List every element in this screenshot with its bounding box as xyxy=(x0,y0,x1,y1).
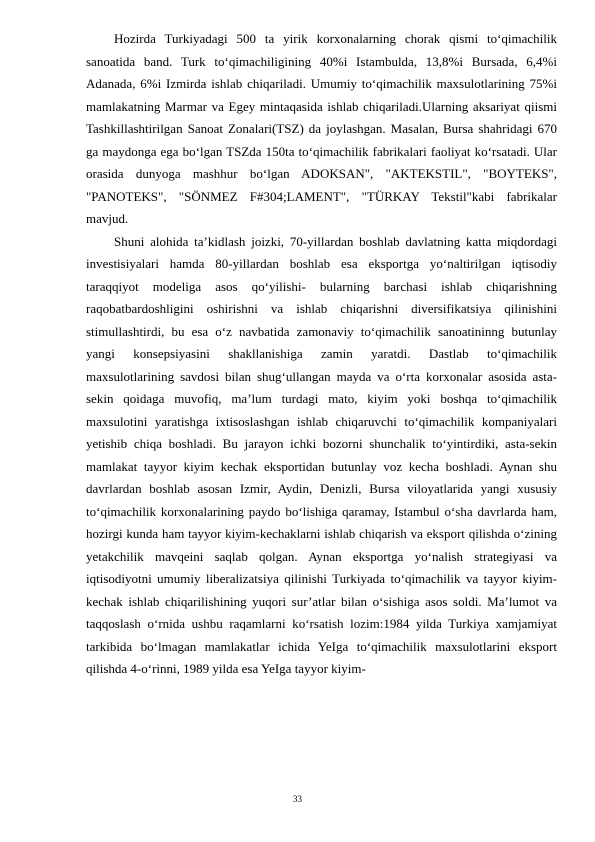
page-number: 33 xyxy=(293,794,302,804)
body-text xyxy=(86,28,557,681)
paragraph-2: Shuni alohida ta’kidlash joizki, 70-yillardan boshlab davlatning katta miqdordagi investisiyalari hamda 80-yillardan boshlab esa eksportga yo‘naltirilgan iqtisodiy taraqqiyot modeliga asos qo‘yilishi- bularning barchasi ishlab chiqarishning raqobatbardoshligini oshirishni va ishlab chiqarishni diversifikatsiya qilinishini stimullashtirdi, bu esa o‘z navbatida zamonaviy to‘qimachilik sanoatininng butunlay yangi konsepsiyasini shakllanishiga zamin yaratdi. Dastlab to‘qimachilik maxsulotlarining savdosi bilan shug‘ullangan mayda va o‘rta korxonalar asosida asta-sekin qoidaga muvofiq, ma’lum turdagi mato, kiyim yoki boshqa to‘qimachilik maxsulotini yaratishga ixtisoslashgan ishlab chiqaruvchi to‘qimachilik kompaniyalari yetishib chiqa boshladi. Bu jarayon ichki bozorni shunchalik to‘yintirdiki, asta-sekin mamlakat tayyor kiyim kechak eksportidan butunlay voz kecha boshladi. Aynan shu davrlardan boshlab asosan Izmir, Aydin, Denizli, Bursa viloyatlarida yangi xususiy to‘qimachilik korxonalarining paydo bo‘lishiga qaramay, Istambul o‘sha davrlarda ham, hozirgi kunda ham tayyor kiyim-kechaklarni ishlab chiqarish va eksport qilishda o‘zining yetakchilik mavqeini saqlab qolgan. Aynan eksportga yo‘nalish strategiyasi va iqtisodiyotni umumiy liberalizatsiya qilinishi Turkiyada to‘qimachilik va tayyor kiyim-kechak ishlab chiqarilishining yuqori sur’atlar bilan o‘sishiga asos soldi. Ma’lumot va taqqoslash o‘rnida ushbu raqamlarni ko‘rsatish lozim:1984 yilda Turkiya xamjamiyat tarkibida bo‘lmagan mamlakatlar ichida YeIga to‘qimachilik maxsulotlarini eksport qilishda 4-o‘rinni, 1989 yilda esa YeIga tayyor kiyim- xyxy=(86,233,557,676)
paragraph-1: Hozirda Turkiyadagi 500 ta yirik korxonalarning chorak qismi to‘qimachilik sanoatida band. Turk to‘qimachiligining 40%i Istambulda, 13,8%i Bursada, 6,4%i Adanada, 6%i Izmirda ishlab chiqariladi. Umumiy to‘qimachilik maxsulotlarining 75%i mamlakatning Marmar va Egey mintaqasida ishlab chiqariladi.Ularning aksariyat qiismi Tashkillashtirilgan Sanoat Zonalari(TSZ) da joylashgan. Masalan, Bursa shahridagi 670 ga maydonga ega bo‘lgan TSZda 150ta to‘qimachilik fabrikalari faoliyat ko‘rsatadi. Ular orasida dunyoga mashhur bo‘lgan ADOKSAN", "AKTEKSTIL", "BOYTEKS", "PANOTEKS", "SÖNMEZ F#304;LAMENT", "TÜRKAY Tekstil"kabi fabrikalar mavjud. xyxy=(86,31,557,226)
